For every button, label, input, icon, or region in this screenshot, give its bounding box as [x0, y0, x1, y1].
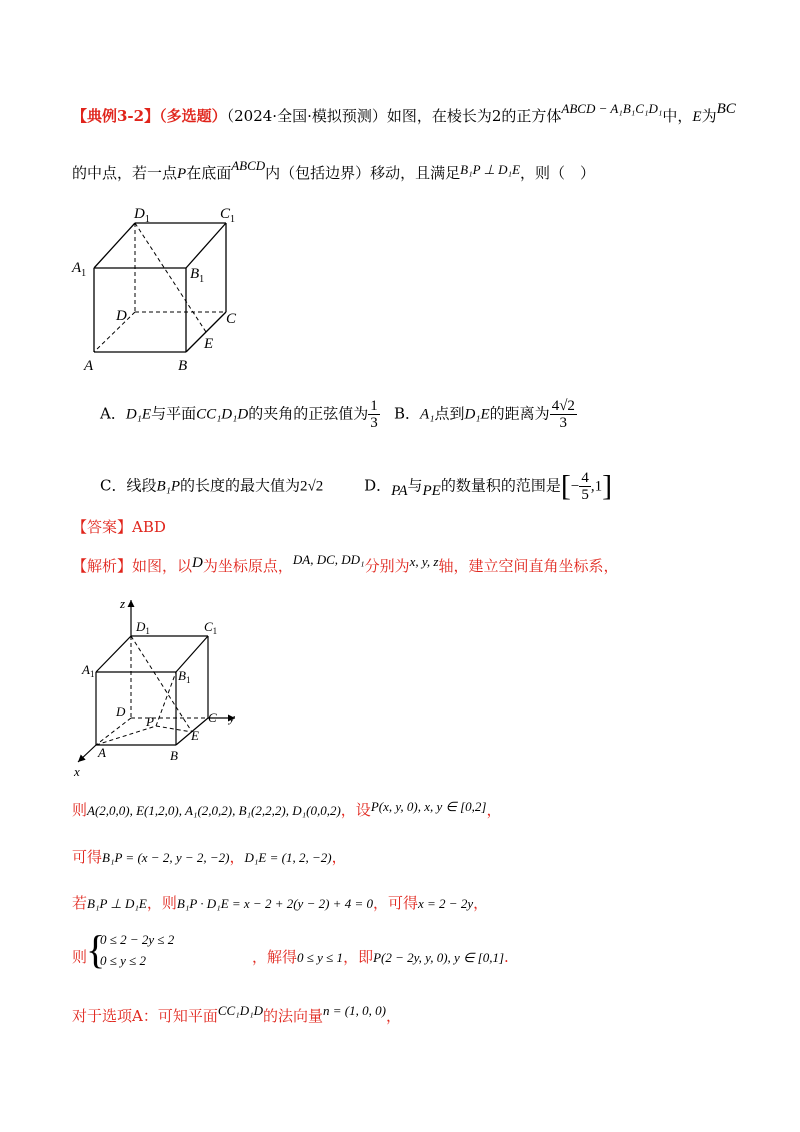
text: ，则: [146, 894, 177, 912]
text: B₁P: [156, 478, 181, 495]
text: CC₁D₁D: [196, 406, 249, 423]
condition: B₁P ⊥ D₁E: [460, 162, 521, 177]
text: 的夹角的正弦值为: [248, 404, 369, 423]
label-c: C: [226, 311, 237, 327]
problem-line-2: [72, 158, 596, 184]
normal-vector: n = (1, 0, 0): [323, 1003, 386, 1018]
system-line-1: 0 ≤ 2 − 2y ≤ 2: [100, 932, 175, 947]
text: 为坐标原点，: [202, 557, 293, 575]
text: 0 ≤ y ≤ 1: [297, 950, 344, 965]
label-e: E: [191, 728, 199, 743]
text: ，解得: [252, 948, 298, 966]
dot-product: B₁P · D₁E = x − 2 + 2(y − 2) + 4 = 0: [176, 896, 373, 911]
label-p: P: [146, 714, 154, 729]
text: P(2 − 2y, y, 0), y ∈ [0,1]: [373, 950, 505, 965]
label-e: E: [204, 336, 214, 352]
text: ，: [229, 848, 245, 866]
text: 4√2: [551, 398, 575, 414]
text: −: [570, 478, 580, 495]
text: 在底面: [186, 164, 232, 182]
label-b: B: [170, 748, 178, 763]
label-c1: $C_1$: [220, 206, 236, 225]
option-c-prefix: C．线段: [100, 476, 157, 495]
fraction-b: [550, 398, 577, 431]
text: 中，: [662, 107, 693, 125]
label-d1: $D_1$: [134, 206, 150, 225]
text: 分别为: [364, 557, 410, 575]
question-source: （2024·全国·模拟预测）: [226, 107, 387, 125]
answer-label: 【答案】: [72, 518, 133, 536]
text: ，可得: [372, 894, 418, 912]
text: 则: [72, 948, 88, 966]
vector-b1p: B₁P = (x − 2, y − 2, −2): [102, 850, 230, 865]
label-a: A: [84, 358, 94, 374]
text: D₁E: [125, 406, 152, 423]
text: CC₁D₁D: [217, 1003, 264, 1018]
label-b: B: [178, 358, 188, 374]
text: 内（包括边界）移动，且满足: [265, 164, 461, 182]
text: 3: [559, 415, 568, 431]
text: 若: [72, 894, 88, 912]
text: ，则（ ）: [520, 164, 596, 182]
label-b1: $B_1$: [190, 266, 205, 285]
solution-line-3: [72, 847, 347, 868]
text: 对于选项A：可知平面: [72, 1007, 218, 1025]
text: 的长度的最大值为: [180, 476, 301, 495]
vector-pa: PA: [391, 482, 408, 499]
system-line-2: 0 ≤ y ≤ 2: [100, 953, 147, 968]
coords: A(2,0,0), E(1,2,0), A₁(2,0,2), B₁(2,2,2), D₁(0,0,2): [87, 803, 341, 818]
label-c: C: [208, 710, 217, 725]
text: 4: [581, 470, 589, 486]
text: 为: [701, 107, 717, 125]
text: ，设: [340, 801, 371, 819]
solution-line-2: [72, 800, 501, 821]
option-d-prefix: D．: [364, 476, 392, 495]
option-c-d: C．线段B₁P的长度的最大值为2√2 D．PA与PE的数量积的范围是[− $\frac{4}{5}$ ,1]: [100, 469, 613, 503]
point-e: E: [692, 109, 702, 125]
vector-d1e: D₁E = (1, 2, −2): [244, 850, 332, 865]
text: .: [504, 948, 509, 966]
axis-z: z: [120, 596, 126, 611]
text: x, y, z: [409, 554, 439, 569]
point-p: P: [177, 166, 187, 182]
text: 可得: [72, 848, 103, 866]
text: ，: [486, 801, 502, 819]
axes: DA, DC, DD₁: [292, 552, 365, 567]
label-a1: $A_1$: [72, 260, 87, 279]
text: ，: [385, 1007, 401, 1025]
question-type: （多选题）: [159, 107, 227, 125]
vector-pe: PE: [422, 482, 441, 499]
solution-line-1: [72, 552, 619, 577]
option-a-prefix: A．: [100, 404, 126, 423]
cube-figure: [70, 200, 250, 375]
label-a: A: [98, 745, 106, 760]
base-abcd: ABCD: [231, 158, 266, 173]
text: ，: [331, 848, 347, 866]
label-d1: $D_1$: [136, 619, 150, 636]
text: 轴，建立空间直角坐标系，: [438, 557, 619, 575]
label-b1: $B_1$: [178, 668, 191, 685]
text: ，即: [343, 948, 374, 966]
text: ，: [473, 894, 489, 912]
example-tag: 【典例3-2】: [72, 107, 160, 125]
label-c1: $C_1$: [204, 619, 218, 636]
fraction-a: [368, 398, 380, 431]
answer-value: ABD: [132, 518, 166, 536]
label-d: D: [116, 704, 126, 719]
axis-y: y: [229, 710, 235, 725]
text: 如图，以: [132, 557, 193, 575]
cube-name: ABCD − A₁B₁C₁D₁: [561, 101, 663, 116]
text: 5: [581, 487, 589, 503]
text: 的法向量: [263, 1007, 324, 1025]
text: D: [192, 555, 203, 571]
text: B₁P ⊥ D₁E: [87, 896, 147, 911]
text: 则: [72, 801, 88, 819]
text: ,1: [590, 478, 603, 495]
solution-line-6: [72, 1003, 401, 1027]
label-a1: $A_1$: [82, 662, 95, 679]
option-b-prefix: B．: [394, 404, 421, 423]
point-p-def: P(x, y, 0), x, y ∈ [0,2]: [370, 799, 487, 814]
text: 2√2: [300, 478, 324, 495]
segment-bc: BC: [716, 101, 736, 117]
axis-x: x: [74, 764, 80, 779]
text: 1: [370, 398, 378, 414]
text: 3: [370, 415, 378, 431]
text: 与: [407, 476, 423, 495]
text: A₁: [420, 406, 435, 423]
solution-line-4: [72, 893, 488, 914]
answer-line: [72, 517, 166, 537]
text: 的中点，若一点: [72, 164, 178, 182]
text: 如图，在棱长为2的正方体: [386, 107, 562, 125]
text: x = 2 − 2y: [418, 896, 474, 911]
coordinate-cube-figure: [70, 592, 260, 782]
text: D₁E: [464, 406, 490, 423]
option-a-b: [100, 398, 577, 431]
problem-line-1: [72, 101, 736, 127]
text: 的数量积的范围是: [440, 476, 561, 495]
text: 点到: [434, 404, 465, 423]
fraction-d: [579, 470, 591, 503]
text: 的距离为: [489, 404, 550, 423]
text: 与平面: [151, 404, 197, 423]
solution-label: 【解析】: [72, 557, 133, 575]
label-d: D: [116, 308, 127, 324]
